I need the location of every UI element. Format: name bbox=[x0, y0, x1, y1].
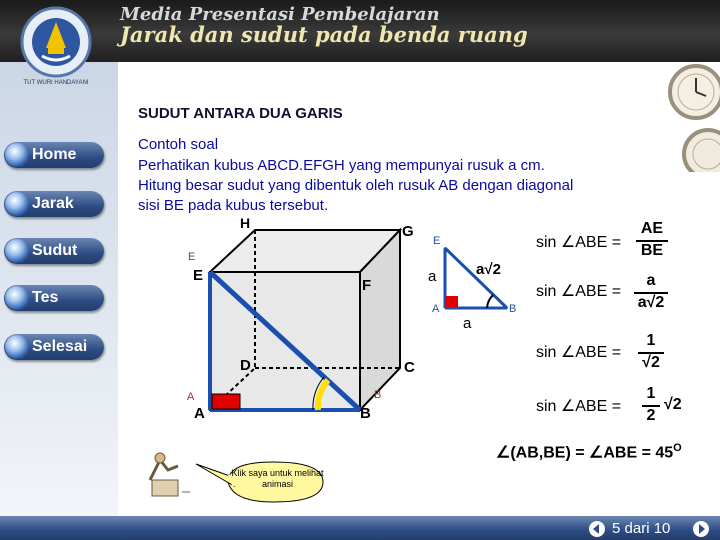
section-title: SUDUT ANTARA DUA GARIS bbox=[138, 105, 343, 122]
solution-lhs-2: sin ∠ABE = bbox=[536, 283, 622, 300]
triangle-side-label-vertical: a bbox=[428, 268, 437, 285]
triangle-side-label-hyp: a√2 bbox=[476, 261, 501, 278]
solution-step2-den: a√2 bbox=[637, 294, 665, 311]
problem-line-2: Hitung besar sudut yang dibentuk oleh rusuk AB dengan diagonal bbox=[138, 177, 574, 194]
problem-line-1: Perhatikan kubus ABCD.EFGH yang mempunyai rusuk a cm. bbox=[138, 157, 545, 174]
nav-tes-label: Tes bbox=[32, 289, 59, 306]
solution-lhs-4: sin ∠ABE = bbox=[536, 398, 622, 415]
solution-step1-den: BE bbox=[640, 242, 664, 259]
prev-arrow-icon[interactable] bbox=[588, 520, 606, 538]
solution-result-text: ∠(AB,BE) = ∠ABE = 45 bbox=[496, 444, 674, 462]
right-angle-marker bbox=[212, 394, 240, 409]
solution-step3-num: 1 bbox=[646, 332, 656, 349]
vertex-label-e-small: E bbox=[188, 251, 196, 263]
triangle-label-a: A bbox=[432, 303, 440, 315]
example-label: Contoh soal bbox=[138, 136, 219, 153]
callout-tail bbox=[196, 464, 234, 486]
helper-head-icon bbox=[155, 453, 165, 463]
triangle-label-e: E bbox=[433, 235, 441, 247]
triangle-angle-arc bbox=[487, 295, 493, 308]
vertex-label-c: C bbox=[404, 359, 415, 376]
page-indicator: 5 dari 10 bbox=[612, 520, 671, 537]
triangle-right-angle bbox=[446, 296, 458, 307]
vertex-label-a: A bbox=[194, 405, 205, 422]
header-title: Jarak dan sudut pada benda ruang bbox=[120, 22, 528, 47]
vertex-label-h: H bbox=[240, 215, 251, 231]
vertex-label-g: G bbox=[402, 223, 414, 240]
solution-step2-num: a bbox=[646, 272, 656, 289]
svg-text:TUT WURI HANDAYANI: TUT WURI HANDAYANI bbox=[23, 80, 89, 86]
triangle-label-b: B bbox=[509, 303, 517, 315]
solution-result bbox=[496, 442, 682, 462]
callout-text[interactable]: Klik saya untuk melihat animasi bbox=[231, 468, 324, 489]
nav-selesai-label: Selesai bbox=[32, 338, 88, 355]
nav-sudut-label: Sudut bbox=[32, 242, 78, 259]
nav-home-label: Home bbox=[32, 146, 77, 163]
solution-lhs-3: sin ∠ABE = bbox=[536, 344, 622, 361]
vertex-label-d: D bbox=[240, 357, 251, 374]
solution-step3-den: √2 bbox=[642, 354, 660, 371]
vertex-label-f: F bbox=[362, 277, 372, 294]
next-arrow-icon[interactable] bbox=[692, 520, 710, 538]
solution-lhs-1: sin ∠ABE = bbox=[536, 234, 622, 251]
problem-line-3: sisi BE pada kubus tersebut. bbox=[138, 197, 329, 214]
solution-step1-num: AE bbox=[640, 220, 664, 237]
header-subtitle: Media Presentasi Pembelajaran bbox=[120, 4, 440, 25]
solution-step4-suffix: √2 bbox=[664, 396, 682, 413]
vertex-label-b-small: B bbox=[374, 389, 382, 401]
vertex-label-e: E bbox=[193, 267, 204, 284]
solution-step4-den: 2 bbox=[646, 407, 656, 424]
solution-result-degree: O bbox=[673, 442, 682, 454]
triangle-side-label-bottom: a bbox=[463, 315, 472, 332]
solution-step4-num: 1 bbox=[646, 385, 656, 402]
vertex-label-b: B bbox=[360, 405, 371, 422]
nav-jarak-label: Jarak bbox=[32, 195, 74, 212]
helper-body-icon bbox=[152, 480, 178, 496]
vertex-label-a-small: A bbox=[187, 391, 195, 403]
